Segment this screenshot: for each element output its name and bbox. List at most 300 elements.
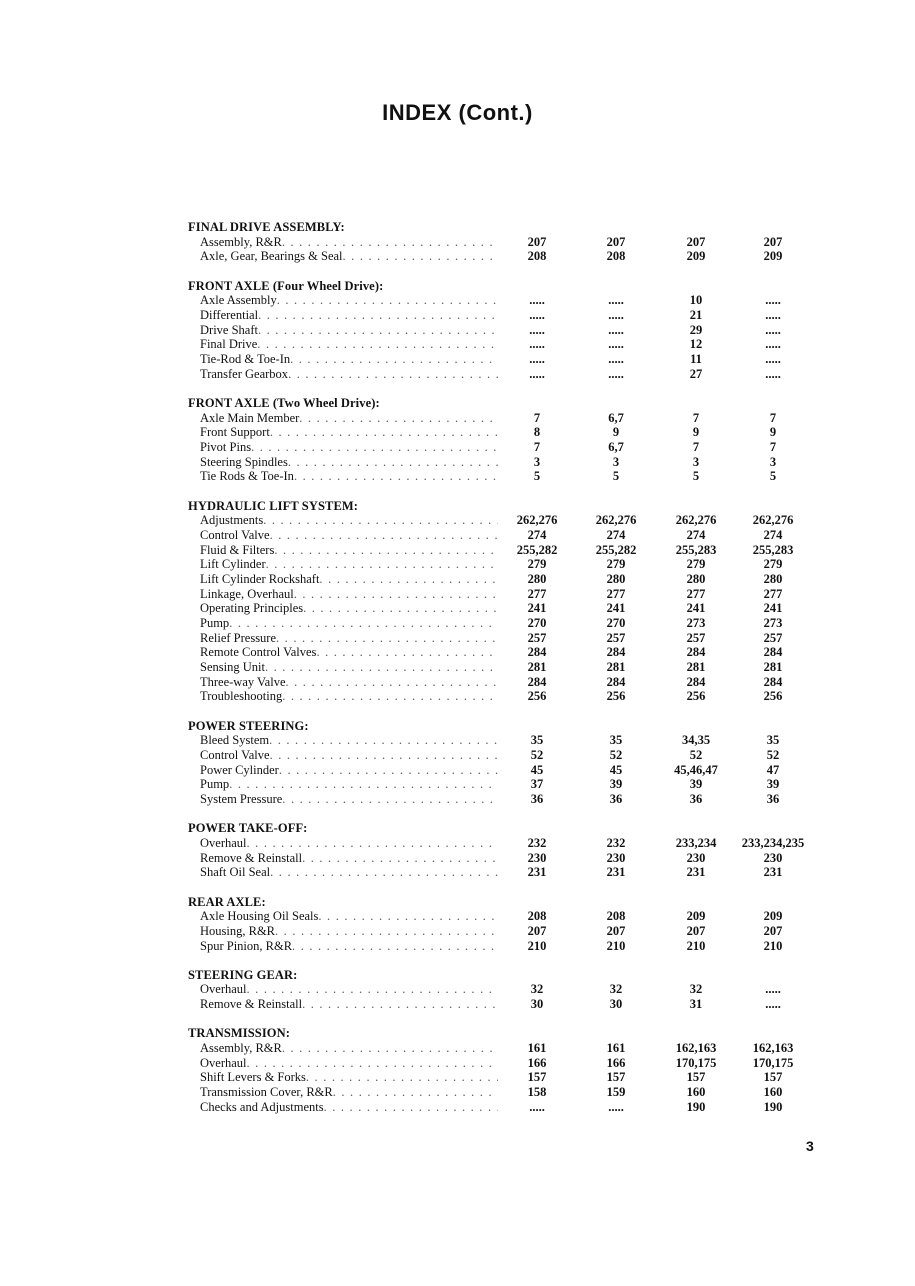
entry-label bbox=[200, 293, 498, 308]
page-ref-col-3: 3 bbox=[692, 454, 700, 469]
entry-label-text: Tie Rods & Toe-In bbox=[200, 469, 294, 484]
page-ref-col-4: 231 bbox=[763, 865, 783, 880]
index-section bbox=[188, 1026, 828, 1114]
page-ref-col-2: 207 bbox=[606, 923, 626, 938]
page-ref-col-3: 281 bbox=[686, 660, 706, 675]
page-ref-col-3: 32 bbox=[689, 982, 703, 997]
page-ref-col-3: 233,234 bbox=[675, 835, 717, 850]
entry-label-text: Pump bbox=[200, 777, 230, 792]
entry-label-text: Axle, Gear, Bearings & Seal bbox=[200, 249, 343, 264]
page-ref-col-4: ..... bbox=[765, 352, 781, 366]
entry-label-text: Axle Assembly bbox=[200, 293, 277, 308]
page-ref-col-3: 9 bbox=[692, 425, 700, 440]
entry-label-text: Axle Housing Oil Seals bbox=[200, 909, 319, 924]
dot-leader bbox=[292, 939, 498, 953]
entry-label-text: Control Valve bbox=[200, 748, 270, 762]
entry-label-text: Final Drive bbox=[200, 337, 258, 352]
dot-leader bbox=[257, 337, 498, 351]
dot-leader bbox=[229, 616, 498, 630]
page-ref-col-4: 207 bbox=[763, 923, 783, 938]
page-ref-col-1: ..... bbox=[529, 337, 545, 352]
page-ref-col-4: 277 bbox=[763, 586, 783, 601]
entry-label-text: Transfer Gearbox bbox=[200, 366, 289, 381]
entry-label-text: Pump bbox=[200, 616, 230, 630]
page-ref-col-2: ..... bbox=[608, 322, 624, 337]
entry-label-text: Linkage, Overhaul bbox=[200, 586, 294, 601]
page-ref-col-4: ..... bbox=[765, 982, 781, 997]
dot-leader bbox=[277, 293, 498, 307]
page-ref-col-1: 241 bbox=[527, 601, 547, 616]
entry-label bbox=[200, 572, 498, 587]
entry-label bbox=[200, 411, 498, 426]
page-ref-col-4: 36 bbox=[766, 792, 780, 807]
page-ref-col-3: 31 bbox=[689, 997, 703, 1012]
dot-leader bbox=[286, 675, 499, 689]
entry-label bbox=[200, 367, 498, 382]
page-ref-col-1: 231 bbox=[527, 865, 547, 880]
page-ref-col-2: 284 bbox=[606, 645, 626, 660]
index-entry bbox=[188, 557, 828, 572]
page-ref-col-3: 7 bbox=[692, 439, 700, 454]
dot-leader bbox=[343, 249, 498, 263]
page-ref-col-4: 281 bbox=[763, 660, 783, 675]
page-ref-col-4: 7 bbox=[769, 439, 777, 454]
entry-label bbox=[200, 924, 498, 939]
entry-label-text: Drive Shaft bbox=[200, 322, 258, 337]
entry-label-text: Differential bbox=[200, 307, 259, 322]
page-ref-col-2: 5 bbox=[612, 469, 620, 484]
page-ref-col-2: ..... bbox=[608, 366, 624, 381]
page-ref-col-1: 7 bbox=[533, 410, 541, 425]
page-ref-col-1: 279 bbox=[527, 557, 547, 572]
entry-label-text: System Pressure bbox=[200, 792, 283, 807]
index-entry bbox=[188, 660, 828, 675]
index-entry bbox=[188, 748, 828, 763]
page-ref-col-2: ..... bbox=[608, 293, 624, 308]
page-ref-col-2: 284 bbox=[606, 674, 626, 689]
page-ref-col-3: 170,175 bbox=[675, 1055, 717, 1070]
page-ref-col-3: 160 bbox=[686, 1085, 706, 1100]
page-ref-col-3: 162,163 bbox=[675, 1041, 717, 1055]
index-section bbox=[188, 895, 828, 954]
page-ref-col-1: ..... bbox=[529, 1099, 545, 1114]
page-ref-col-2: 255,282 bbox=[595, 542, 637, 557]
index-entry bbox=[188, 352, 828, 367]
dot-leader bbox=[258, 308, 498, 322]
entry-label bbox=[200, 689, 498, 704]
dot-leader bbox=[276, 631, 498, 645]
page-ref-col-3: 29 bbox=[689, 322, 703, 337]
entry-label bbox=[200, 601, 498, 616]
page-ref-col-3: 45,46,47 bbox=[674, 762, 718, 777]
page-ref-col-1: 161 bbox=[527, 1041, 547, 1055]
page-ref-col-3: 262,276 bbox=[675, 513, 717, 528]
dot-leader bbox=[282, 792, 498, 806]
entry-label bbox=[200, 308, 498, 323]
page-ref-col-2: 45 bbox=[609, 762, 623, 777]
entry-label bbox=[200, 528, 498, 543]
page-ref-col-4: 9 bbox=[769, 425, 777, 440]
page-ref-col-3: 36 bbox=[689, 792, 703, 807]
entry-label bbox=[200, 909, 498, 924]
index-entry bbox=[188, 924, 828, 939]
page-ref-col-4: 47 bbox=[766, 762, 780, 777]
page-ref-col-2: 210 bbox=[606, 938, 626, 953]
page-ref-col-4: 256 bbox=[763, 689, 783, 704]
dot-leader bbox=[299, 411, 498, 425]
page-ref-col-3: 209 bbox=[686, 909, 706, 924]
entry-label bbox=[200, 440, 498, 455]
index-section bbox=[188, 968, 828, 1012]
page-ref-col-4: 209 bbox=[763, 909, 783, 924]
page-ref-col-1: 284 bbox=[527, 645, 547, 660]
page-ref-col-1: 207 bbox=[527, 234, 547, 249]
entry-label bbox=[200, 323, 498, 338]
entry-label bbox=[200, 337, 498, 352]
dot-leader bbox=[269, 733, 498, 747]
page-ref-col-3: 255,283 bbox=[675, 542, 717, 557]
page-ref-col-2: 232 bbox=[606, 835, 626, 850]
entry-label bbox=[200, 543, 498, 558]
dot-leader bbox=[275, 924, 498, 938]
page-ref-col-3: 230 bbox=[686, 850, 706, 865]
page-ref-col-3: 12 bbox=[689, 337, 703, 352]
page-ref-col-3: 207 bbox=[686, 234, 706, 249]
page-ref-col-2: 230 bbox=[606, 850, 626, 865]
entry-label-text: Housing, R&R bbox=[200, 923, 276, 938]
page-ref-col-1: ..... bbox=[529, 293, 545, 308]
page-ref-col-1: 274 bbox=[527, 527, 547, 542]
entry-label bbox=[200, 939, 498, 954]
section-heading: POWER TAKE-OFF: bbox=[188, 821, 308, 836]
page-ref-col-3: 52 bbox=[689, 748, 703, 762]
entry-label bbox=[200, 616, 498, 631]
entry-label-text: Spur Pinion, R&R bbox=[200, 938, 293, 953]
dot-leader bbox=[294, 469, 498, 483]
page-number: 3 bbox=[806, 1138, 814, 1154]
dot-leader bbox=[282, 1041, 498, 1055]
page-ref-col-1: 230 bbox=[527, 850, 547, 865]
entry-label bbox=[200, 675, 498, 690]
entry-label bbox=[200, 557, 498, 572]
page-ref-col-2: 159 bbox=[606, 1085, 626, 1100]
dot-leader bbox=[270, 528, 498, 542]
page-ref-col-1: 32 bbox=[530, 982, 544, 997]
entry-label bbox=[200, 1070, 498, 1085]
entry-label-text: Control Valve bbox=[200, 527, 270, 542]
entry-label bbox=[200, 352, 498, 367]
entry-label-text: Relief Pressure bbox=[200, 630, 277, 645]
entry-label bbox=[200, 763, 498, 778]
page-ref-col-2: ..... bbox=[608, 307, 624, 322]
page-ref-col-3: 7 bbox=[692, 410, 700, 425]
page-ref-col-2: 281 bbox=[606, 660, 626, 675]
index-entry bbox=[188, 411, 828, 426]
entry-label bbox=[200, 748, 498, 763]
dot-leader bbox=[265, 660, 498, 674]
page-ref-col-4: 209 bbox=[763, 249, 783, 264]
index-section bbox=[188, 499, 828, 705]
page-ref-col-3: 11 bbox=[690, 352, 702, 366]
page-ref-col-1: 158 bbox=[527, 1085, 547, 1100]
index-entry bbox=[188, 763, 828, 778]
page-ref-col-3: 284 bbox=[686, 674, 706, 689]
page-ref-col-4: 170,175 bbox=[752, 1055, 794, 1070]
page-ref-col-2: ..... bbox=[608, 337, 624, 352]
index-section bbox=[188, 279, 828, 382]
page-ref-col-4: 230 bbox=[763, 850, 783, 865]
entry-label bbox=[200, 997, 498, 1012]
page-ref-col-1: 280 bbox=[527, 571, 547, 586]
page-ref-col-4: 160 bbox=[763, 1085, 783, 1100]
index-entry bbox=[188, 337, 828, 352]
page-ref-col-4: 262,276 bbox=[752, 513, 794, 528]
page-ref-col-4: 162,163 bbox=[752, 1041, 794, 1055]
page-ref-col-3: 284 bbox=[686, 645, 706, 660]
index-entry bbox=[188, 513, 828, 528]
page-ref-col-4: 274 bbox=[763, 527, 783, 542]
index-entry bbox=[188, 469, 828, 484]
page-ref-col-2: 208 bbox=[606, 249, 626, 264]
page-ref-col-4: 257 bbox=[763, 630, 783, 645]
entry-label-text: Steering Spindles bbox=[200, 454, 288, 469]
dot-leader bbox=[279, 763, 498, 777]
index-entry bbox=[188, 675, 828, 690]
dot-leader bbox=[274, 543, 498, 557]
dot-leader bbox=[333, 1085, 498, 1099]
page-ref-col-1: 270 bbox=[527, 616, 547, 630]
page-ref-col-1: 157 bbox=[527, 1070, 547, 1085]
entry-label-text: Assembly, R&R bbox=[200, 1041, 282, 1055]
entry-label bbox=[200, 455, 498, 470]
page-ref-col-2: 35 bbox=[609, 733, 623, 748]
index-entry bbox=[188, 323, 828, 338]
page-ref-col-2: 161 bbox=[606, 1041, 626, 1055]
page-ref-col-3: 34,35 bbox=[681, 733, 711, 748]
index-entry bbox=[188, 777, 828, 792]
page-ref-col-1: 8 bbox=[533, 425, 541, 440]
dot-leader bbox=[270, 425, 498, 439]
index-entry bbox=[188, 836, 828, 851]
page-ref-col-4: ..... bbox=[765, 366, 781, 381]
dot-leader bbox=[251, 440, 498, 454]
index-entry bbox=[188, 645, 828, 660]
index-entry bbox=[188, 425, 828, 440]
page-ref-col-4: 241 bbox=[763, 601, 783, 616]
page-ref-col-2: 241 bbox=[606, 601, 626, 616]
page-ref-col-1: 36 bbox=[530, 792, 544, 807]
page-ref-col-2: 256 bbox=[606, 689, 626, 704]
entry-label-text: Bleed System bbox=[200, 733, 270, 748]
index-entry bbox=[188, 939, 828, 954]
page-ref-col-2: 39 bbox=[609, 777, 623, 792]
page-ref-col-4: 273 bbox=[763, 616, 783, 630]
dot-leader bbox=[258, 323, 498, 337]
dot-leader bbox=[270, 865, 498, 879]
page-ref-col-3: 10 bbox=[689, 293, 703, 308]
page-ref-col-2: 262,276 bbox=[595, 513, 637, 528]
index-section bbox=[188, 220, 828, 264]
index-entry bbox=[188, 249, 828, 264]
page-ref-col-4: 52 bbox=[766, 748, 780, 762]
entry-label bbox=[200, 865, 498, 880]
page-ref-col-4: 39 bbox=[766, 777, 780, 792]
entry-label bbox=[200, 1056, 498, 1071]
page-ref-col-1: 232 bbox=[527, 835, 547, 850]
index-section bbox=[188, 396, 828, 484]
entry-label-text: Lift Cylinder bbox=[200, 557, 266, 572]
page-ref-col-2: 274 bbox=[606, 527, 626, 542]
dot-leader bbox=[318, 909, 498, 923]
entry-label-text: Transmission Cover, R&R bbox=[200, 1085, 333, 1100]
entry-label-text: Lift Cylinder Rockshaft bbox=[200, 571, 320, 586]
page-title: INDEX (Cont.) bbox=[382, 100, 533, 125]
entry-label-text: Three-way Valve bbox=[200, 674, 286, 689]
entry-label-text: Checks and Adjustments bbox=[200, 1099, 324, 1114]
page-ref-col-2: 9 bbox=[612, 425, 620, 440]
page-ref-col-2: 257 bbox=[606, 630, 626, 645]
page-ref-col-1: ..... bbox=[529, 307, 545, 322]
section-heading: POWER STEERING: bbox=[188, 718, 309, 733]
page-ref-col-2: 52 bbox=[609, 748, 623, 762]
page-ref-col-3: 256 bbox=[686, 689, 706, 704]
page-ref-col-3: 157 bbox=[686, 1070, 706, 1085]
page-ref-col-4: ..... bbox=[765, 322, 781, 337]
entry-label bbox=[200, 235, 498, 250]
dot-leader bbox=[247, 982, 498, 996]
page-ref-col-2: 166 bbox=[606, 1055, 626, 1070]
page-ref-col-1: ..... bbox=[529, 352, 545, 366]
entry-label-text: Axle Main Member bbox=[200, 410, 300, 425]
page-ref-col-1: 52 bbox=[530, 748, 544, 762]
entry-label-text: Tie-Rod & Toe-In bbox=[200, 352, 291, 366]
page-ref-col-2: 277 bbox=[606, 586, 626, 601]
index-entry bbox=[188, 543, 828, 558]
entry-label bbox=[200, 792, 498, 807]
index-entry bbox=[188, 982, 828, 997]
entry-label bbox=[200, 733, 498, 748]
dot-leader bbox=[288, 367, 498, 381]
entry-label-text: Shaft Oil Seal bbox=[200, 865, 271, 880]
page-ref-col-1: ..... bbox=[529, 322, 545, 337]
index-entry bbox=[188, 616, 828, 631]
index-entry bbox=[188, 440, 828, 455]
page-ref-col-4: 157 bbox=[763, 1070, 783, 1085]
index-entry bbox=[188, 1085, 828, 1100]
index-entry bbox=[188, 528, 828, 543]
page-ref-col-2: ..... bbox=[608, 1099, 624, 1114]
entry-label bbox=[200, 660, 498, 675]
entry-label bbox=[200, 249, 498, 264]
page-ref-col-4: ..... bbox=[765, 337, 781, 352]
index-list bbox=[188, 220, 828, 1129]
page-ref-col-2: 208 bbox=[606, 909, 626, 924]
page-ref-col-1: 45 bbox=[530, 762, 544, 777]
page-ref-col-4: 255,283 bbox=[752, 542, 794, 557]
index-entry bbox=[188, 689, 828, 704]
page-ref-col-3: 241 bbox=[686, 601, 706, 616]
dot-leader bbox=[294, 587, 498, 601]
dot-leader bbox=[302, 851, 498, 865]
entry-label bbox=[200, 1100, 498, 1115]
index-section bbox=[188, 719, 828, 807]
page-ref-col-2: 3 bbox=[612, 454, 620, 469]
page-ref-col-3: 209 bbox=[686, 249, 706, 264]
index-section bbox=[188, 821, 828, 880]
section-heading: FINAL DRIVE ASSEMBLY: bbox=[188, 220, 345, 234]
dot-leader bbox=[303, 601, 498, 615]
page-ref-col-2: 270 bbox=[606, 616, 626, 630]
page-ref-col-1: 284 bbox=[527, 674, 547, 689]
entry-label-text: Sensing Unit bbox=[200, 660, 265, 675]
section-heading: HYDRAULIC LIFT SYSTEM: bbox=[188, 498, 359, 513]
page-ref-col-1: 257 bbox=[527, 630, 547, 645]
entry-label bbox=[200, 469, 498, 484]
entry-label-text: Overhaul bbox=[200, 982, 247, 997]
dot-leader bbox=[302, 997, 498, 1011]
page-ref-col-1: 207 bbox=[527, 923, 547, 938]
index-entry bbox=[188, 1070, 828, 1085]
index-entry bbox=[188, 455, 828, 470]
page-ref-col-4: 190 bbox=[763, 1099, 783, 1114]
entry-label-text: Operating Principles bbox=[200, 601, 304, 616]
page-ref-col-1: ..... bbox=[529, 366, 545, 381]
page-ref-col-3: 279 bbox=[686, 557, 706, 572]
entry-label-text: Fluid & Filters bbox=[200, 542, 275, 557]
page-ref-col-2: 6,7 bbox=[608, 410, 624, 425]
entry-label-text: Remote Control Valves bbox=[200, 645, 317, 660]
dot-leader bbox=[263, 513, 498, 527]
page-ref-col-2: 6,7 bbox=[608, 439, 624, 454]
page-ref-col-1: 37 bbox=[530, 777, 544, 792]
page-ref-col-1: 256 bbox=[527, 689, 547, 704]
page-ref-col-1: 7 bbox=[533, 439, 541, 454]
entry-label-text: Troubleshooting bbox=[200, 689, 283, 704]
page-ref-col-4: ..... bbox=[765, 307, 781, 322]
entry-label-text: Adjustments bbox=[200, 513, 264, 528]
page-ref-col-3: 21 bbox=[689, 307, 703, 322]
index-entry bbox=[188, 367, 828, 382]
index-entry bbox=[188, 851, 828, 866]
entry-label-text: Remove & Reinstall bbox=[200, 850, 303, 865]
page-ref-col-1: 210 bbox=[527, 938, 547, 953]
section-heading: FRONT AXLE (Four Wheel Drive): bbox=[188, 278, 384, 293]
dot-leader bbox=[319, 572, 498, 586]
index-entry bbox=[188, 792, 828, 807]
page-ref-col-3: 257 bbox=[686, 630, 706, 645]
index-entry bbox=[188, 293, 828, 308]
index-entry bbox=[188, 308, 828, 323]
entry-label bbox=[200, 851, 498, 866]
page-ref-col-1: 281 bbox=[527, 660, 547, 675]
index-entry bbox=[188, 1100, 828, 1115]
entry-label bbox=[200, 631, 498, 646]
page-ref-col-1: 262,276 bbox=[516, 513, 558, 528]
page-ref-col-4: 5 bbox=[769, 469, 777, 484]
page-ref-col-1: 255,282 bbox=[516, 542, 558, 557]
dot-leader bbox=[324, 1100, 498, 1114]
page-ref-col-3: 277 bbox=[686, 586, 706, 601]
index-entry bbox=[188, 631, 828, 646]
page-ref-col-2: 32 bbox=[609, 982, 623, 997]
dot-leader bbox=[270, 748, 498, 762]
index-entry bbox=[188, 235, 828, 250]
page-ref-col-1: 3 bbox=[533, 454, 541, 469]
entry-label-text: Remove & Reinstall bbox=[200, 997, 303, 1012]
page-ref-col-3: 39 bbox=[689, 777, 703, 792]
page-ref-col-1: 208 bbox=[527, 249, 547, 264]
entry-label bbox=[200, 836, 498, 851]
